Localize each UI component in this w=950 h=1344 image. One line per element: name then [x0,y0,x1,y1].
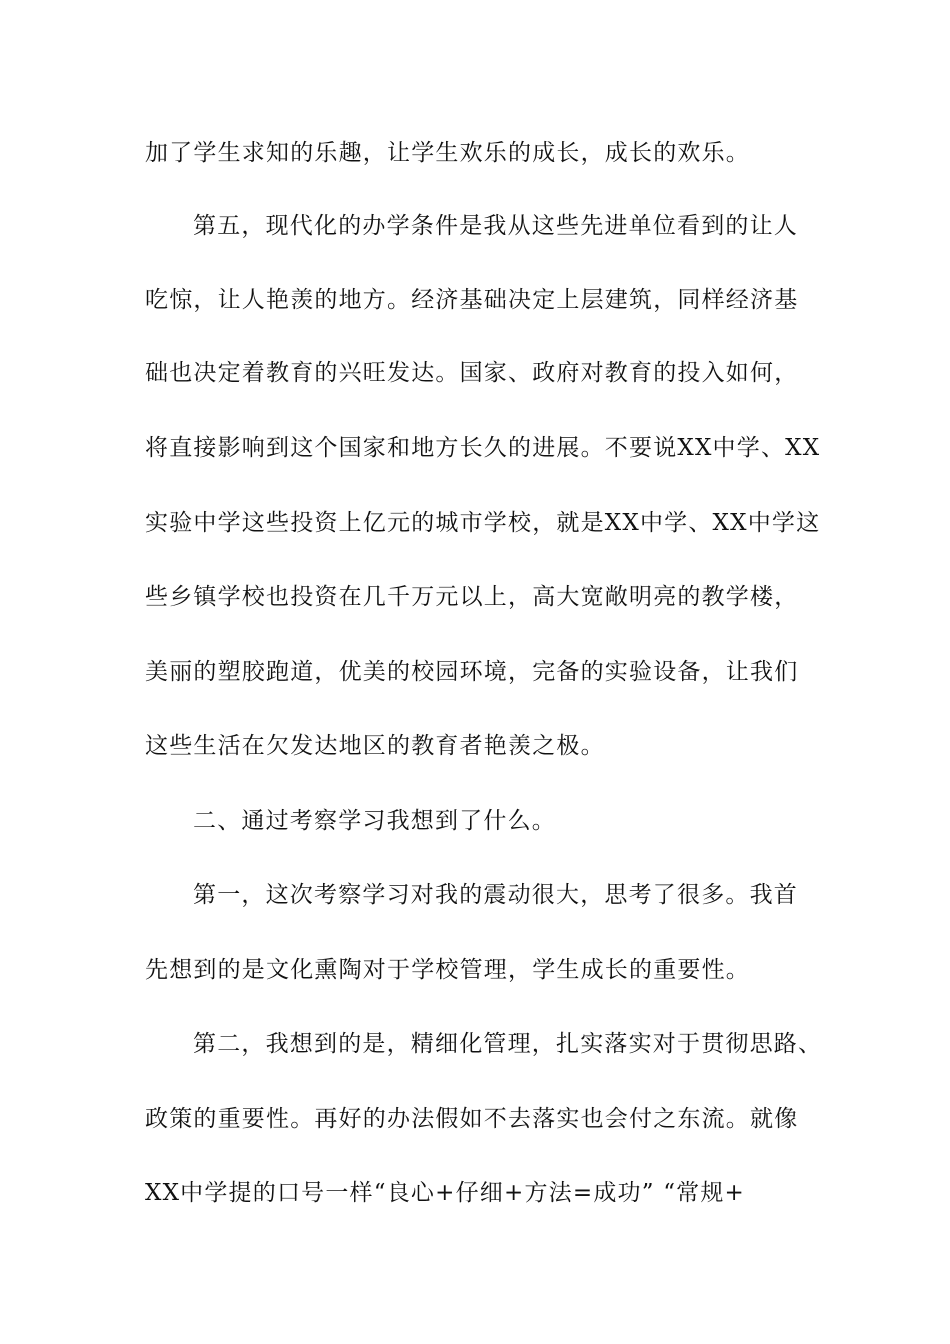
text-line-3: 吃惊，让人艳羡的地方。经济基础决定上层建筑，同样经济基 [145,287,799,313]
text-line-6: 实验中学这些投资上亿元的城市学校，就是XX中学、XX中学这 [145,510,821,536]
text-line-1: 加了学生求知的乐趣，让学生欢乐的成长，成长的欢乐。 [145,140,750,166]
text-line-10: 二、通过考察学习我想到了什么。 [193,808,556,834]
text-line-11: 第一，这次考察学习对我的震动很大，思考了很多。我首 [193,882,798,908]
text-line-7: 些乡镇学校也投资在几千万元以上，高大宽敞明亮的教学楼， [145,584,799,610]
text-line-8: 美丽的塑胶跑道，优美的校园环境，完备的实验设备，让我们 [145,659,799,685]
text-line-2: 第五，现代化的办学条件是我从这些先进单位看到的让人 [193,213,798,239]
text-line-9: 这些生活在欠发达地区的教育者艳羡之极。 [145,733,605,759]
text-line-14: 政策的重要性。再好的办法假如不去落实也会付之东流。就像 [145,1106,799,1132]
text-line-4: 础也决定着教育的兴旺发达。国家、政府对教育的投入如何， [145,360,799,386]
text-line-5: 将直接影响到这个国家和地方长久的进展。不要说XX中学、XX [145,435,821,461]
text-line-15: XX中学提的口号一样“良心+仔细+方法=成功” “常规+ [145,1180,746,1206]
text-line-12: 先想到的是文化熏陶对于学校管理，学生成长的重要性。 [145,957,750,983]
text-line-13: 第二，我想到的是，精细化管理，扎实落实对于贯彻思路、 [193,1031,823,1057]
